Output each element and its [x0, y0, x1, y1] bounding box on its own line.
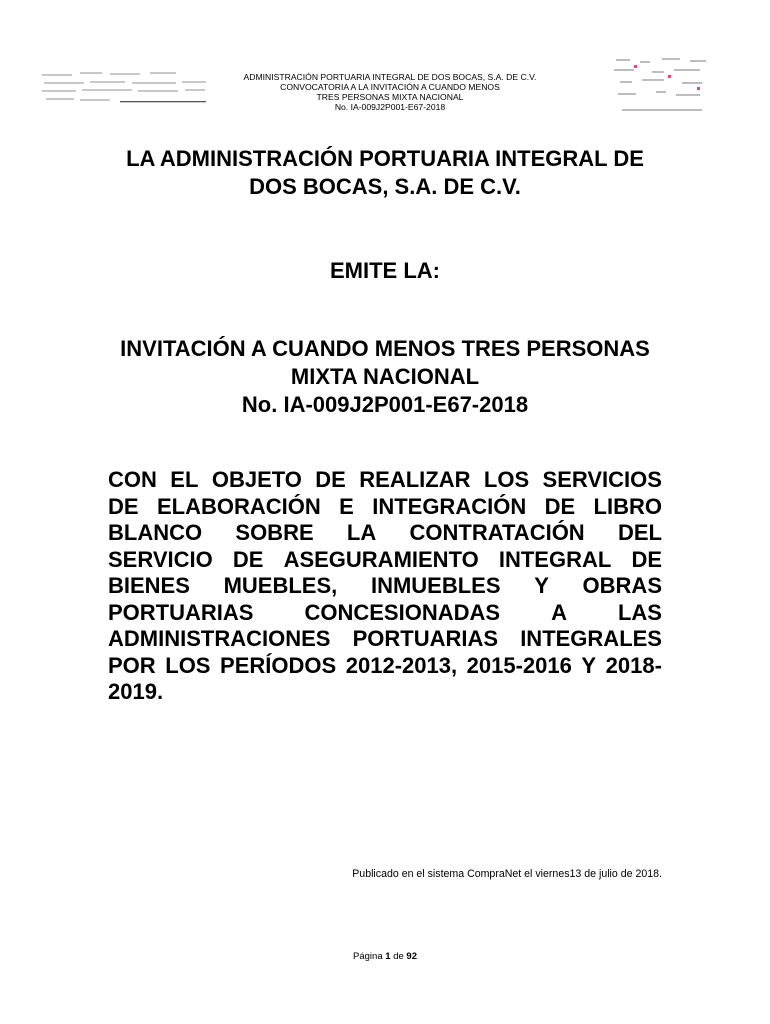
word: LAS [617, 599, 662, 625]
word: POR [108, 652, 156, 678]
left-logo [40, 68, 210, 108]
object-line-2 [108, 494, 662, 521]
word: DE [108, 493, 139, 519]
word: REALIZAR [359, 467, 471, 492]
word: DE [544, 493, 576, 519]
object-paragraph [108, 467, 662, 706]
word: BIENES [108, 573, 190, 598]
word: SOBRE [235, 520, 314, 545]
publication-note: Publicado en el sistema CompraNet el viernes13 de julio de 2018. [352, 868, 662, 880]
main-title-line-1: LA ADMINISTRACIÓN PORTUARIA INTEGRAL DE [126, 146, 644, 171]
right-logo [612, 55, 712, 117]
word: DE [631, 546, 662, 572]
page-of: de [393, 951, 404, 962]
invitation-line-2: MIXTA NACIONAL [290, 364, 480, 389]
word: CONCESIONADAS [304, 599, 501, 625]
word: DEL [617, 520, 662, 545]
object-line-6 [108, 600, 662, 627]
word: DE [232, 546, 264, 572]
invitation-line-1: INVITACIÓN A CUANDO MENOS TRES PERSONAS [120, 336, 650, 361]
word: ELABORACIÓN [156, 493, 321, 519]
document-header [215, 72, 565, 112]
word: E [339, 493, 354, 519]
page-current: 1 [385, 951, 391, 962]
word: MUEBLES, [223, 573, 338, 598]
invitation-heading [100, 335, 670, 419]
word: LOS [165, 652, 211, 678]
word: CON [108, 467, 157, 492]
word: CONTRATACIÓN [409, 520, 585, 545]
word: LOS [483, 467, 530, 492]
word: A [551, 599, 567, 625]
word: Y [581, 652, 597, 678]
word: INMUEBLES [370, 573, 501, 598]
word: 2018- [605, 652, 662, 678]
word: INTEGRALES [520, 626, 662, 651]
header-line-convocatoria: CONVOCATORIA A LA INVITACIÓN A CUANDO MENOS [280, 82, 500, 92]
emite-heading: EMITE LA: [330, 258, 440, 283]
object-line-5 [108, 573, 662, 600]
object-line-3 [108, 520, 662, 547]
word: SERVICIOS [542, 467, 662, 492]
word: BLANCO [108, 520, 203, 545]
word: PORTUARIAS [108, 599, 254, 625]
word: LIBRO [593, 493, 662, 519]
header-line-number: No. IA-009J2P001-E67-2018 [334, 102, 446, 112]
word: Y [534, 573, 549, 598]
page-number [250, 951, 520, 962]
word: OBJETO [211, 467, 302, 492]
page-total: 92 [406, 951, 417, 962]
object-line-9 [108, 679, 662, 706]
word: 2015-2016 [466, 652, 572, 678]
word: ADMINISTRACIONES [108, 626, 331, 651]
word: SERVICIO [108, 546, 213, 572]
word: 2012-2013, [345, 652, 458, 678]
header-line-modality: TRES PERSONAS MIXTA NACIONAL [316, 92, 464, 102]
word: INTEGRAL [498, 546, 612, 572]
word: 2019. [108, 679, 164, 704]
object-line-8 [108, 653, 662, 680]
word: DE [315, 467, 346, 492]
word: OBRAS [582, 573, 662, 598]
invitation-number: No. IA-009J2P001-E67-2018 [241, 392, 529, 417]
page-prefix: Página [353, 951, 383, 962]
header-line-organization: ADMINISTRACIÓN PORTUARIA INTEGRAL DE DOS BOCAS, S.A. DE C.V. [243, 72, 537, 82]
word: EL [170, 467, 199, 492]
word: LA [346, 520, 377, 545]
object-line-1 [108, 467, 662, 494]
word: PERÍODOS [220, 652, 337, 678]
object-line-4 [108, 547, 662, 574]
word: ASEGURAMIENTO [283, 546, 479, 572]
word: INTEGRACIÓN [372, 493, 527, 519]
main-title-line-2: DOS BOCAS, S.A. DE C.V. [249, 174, 521, 199]
main-title [100, 145, 670, 201]
object-line-7 [108, 626, 662, 653]
word: PORTUARIAS [352, 626, 499, 651]
